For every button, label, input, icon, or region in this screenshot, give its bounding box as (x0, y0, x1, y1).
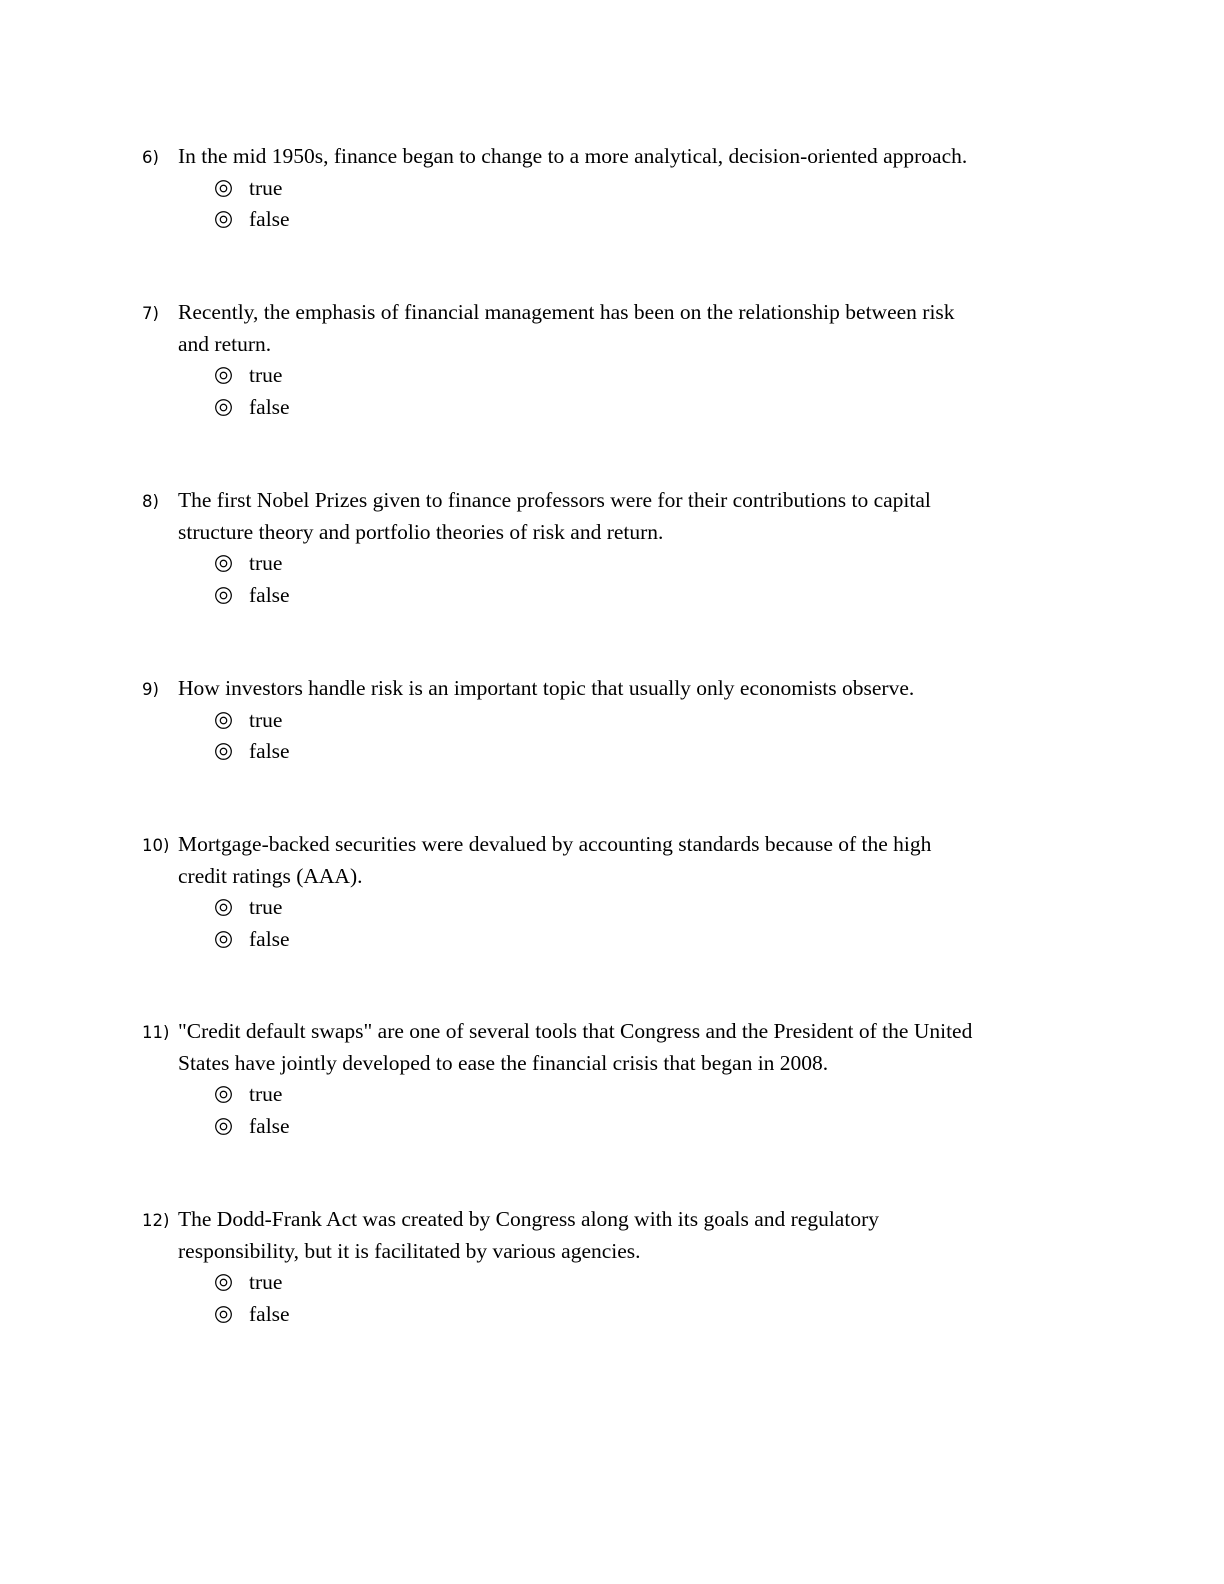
option-label: false (249, 207, 290, 231)
option-false[interactable] (214, 392, 290, 424)
radio-circle-icon[interactable] (214, 398, 233, 417)
radio-circle-icon[interactable] (214, 586, 233, 605)
question-number: 11) (142, 1023, 170, 1042)
radio-circle-icon[interactable] (214, 1117, 233, 1136)
option-true[interactable] (214, 705, 282, 737)
radio-circle-icon[interactable] (214, 898, 233, 917)
question-number: 12) (142, 1211, 170, 1230)
radio-circle-icon[interactable] (214, 1085, 233, 1104)
radio-circle-icon[interactable] (214, 366, 233, 385)
question-text-line: Mortgage-backed securities were devalued by accounting standards because of the high (178, 832, 932, 856)
question-text-line: How investors handle risk is an important topic that usually only economists observe. (178, 676, 915, 700)
option-label: false (249, 583, 290, 607)
option-true[interactable] (214, 1079, 282, 1111)
question-text (178, 141, 1078, 173)
option-label: true (249, 895, 283, 919)
option-true[interactable] (214, 548, 282, 580)
question-number: 7) (142, 304, 159, 323)
question-text-line: credit ratings (AAA). (178, 863, 363, 888)
radio-circle-icon[interactable] (214, 742, 233, 761)
option-label: true (249, 176, 283, 200)
question-text-line: Recently, the emphasis of financial management has been on the relationship between risk (178, 300, 955, 324)
radio-circle-icon[interactable] (214, 1305, 233, 1324)
question-text-line: The Dodd-Frank Act was created by Congress along with its goals and regulatory (178, 1207, 879, 1231)
option-false[interactable] (214, 204, 290, 236)
option-label: false (249, 1302, 290, 1326)
question-text (178, 673, 1078, 705)
option-label: true (249, 1082, 283, 1106)
question-text-line: States have jointly developed to ease the financial crisis that began in 2008. (178, 1050, 829, 1075)
option-label: false (249, 927, 290, 951)
option-label: true (249, 708, 283, 732)
radio-circle-icon[interactable] (214, 711, 233, 730)
option-false[interactable] (214, 736, 290, 768)
option-false[interactable] (214, 580, 290, 612)
option-true[interactable] (214, 1267, 282, 1299)
option-label: false (249, 739, 290, 763)
question-number: 10) (142, 836, 170, 855)
option-label: true (249, 551, 283, 575)
question-number: 8) (142, 492, 159, 511)
question-text (178, 1016, 1078, 1079)
option-label: true (249, 1270, 283, 1294)
question-text (178, 485, 1078, 548)
question-number: 9) (142, 680, 159, 699)
option-false[interactable] (214, 924, 290, 956)
question-text-line: structure theory and portfolio theories of risk and return. (178, 519, 664, 544)
question-text-line: The first Nobel Prizes given to finance professors were for their contributions to capital (178, 488, 931, 512)
radio-circle-icon[interactable] (214, 179, 233, 198)
option-label: false (249, 395, 290, 419)
question-text-line: and return. (178, 331, 272, 356)
radio-circle-icon[interactable] (214, 554, 233, 573)
option-true[interactable] (214, 360, 282, 392)
question-text (178, 297, 1078, 360)
option-true[interactable] (214, 892, 282, 924)
option-true[interactable] (214, 173, 282, 205)
option-label: false (249, 1114, 290, 1138)
radio-circle-icon[interactable] (214, 930, 233, 949)
option-false[interactable] (214, 1299, 290, 1331)
question-text-line: In the mid 1950s, finance began to change to a more analytical, decision-oriented approach. (178, 144, 968, 168)
option-false[interactable] (214, 1111, 290, 1143)
question-number: 6) (142, 148, 159, 167)
question-text (178, 829, 1078, 892)
radio-circle-icon[interactable] (214, 210, 233, 229)
radio-circle-icon[interactable] (214, 1273, 233, 1292)
question-text (178, 1204, 1078, 1267)
question-text-line: responsibility, but it is facilitated by various agencies. (178, 1238, 641, 1263)
option-label: true (249, 363, 283, 387)
question-text-line: "Credit default swaps" are one of several tools that Congress and the President of the United (178, 1019, 973, 1043)
